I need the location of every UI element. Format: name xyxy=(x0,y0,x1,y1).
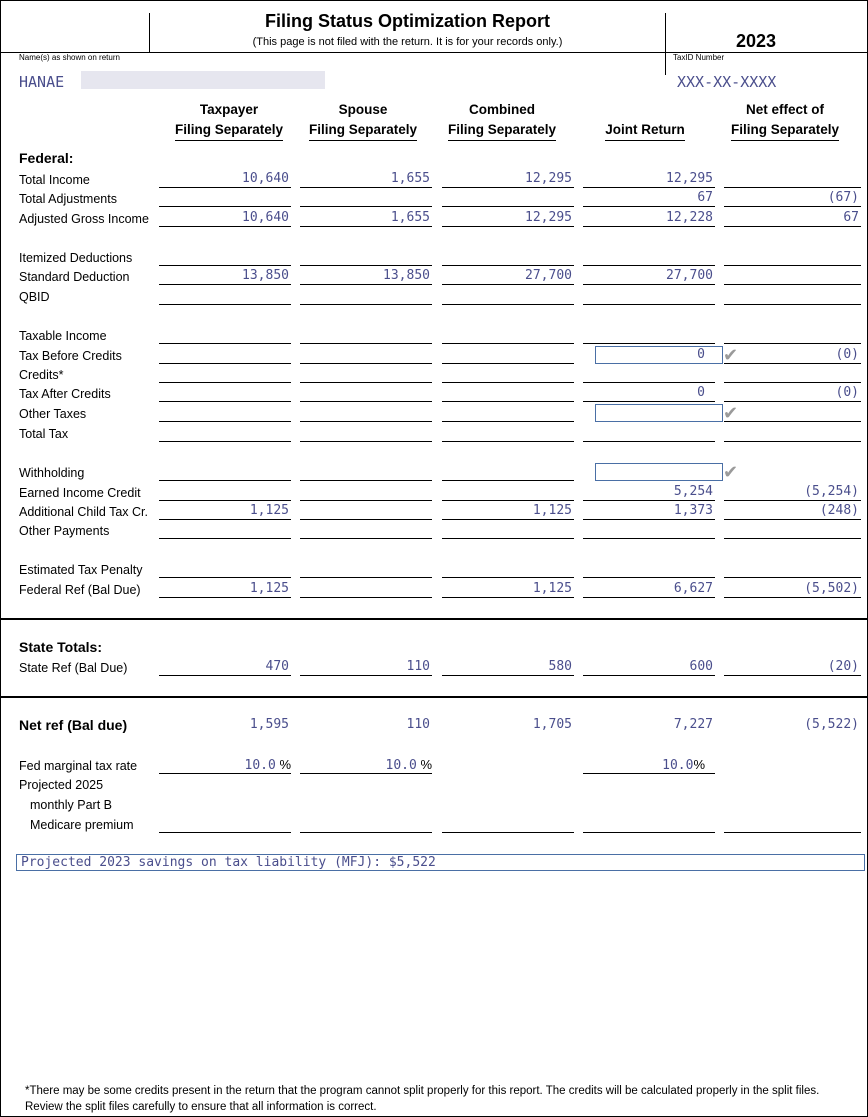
value-cell: (5,522) xyxy=(804,717,859,732)
checkmark-icon: ✔ xyxy=(723,345,739,365)
value-cell xyxy=(159,347,291,364)
value-cell: 1,595 xyxy=(249,717,289,732)
row-label: Estimated Tax Penalty xyxy=(19,563,143,577)
value-cell: (67) xyxy=(724,190,861,207)
value-cell: 10,640 xyxy=(159,171,291,188)
net-refund-label: Net ref (Bal due) xyxy=(19,717,128,733)
tax-year: 2023 xyxy=(735,31,777,51)
value-cell xyxy=(300,425,432,442)
value-cell: 67 xyxy=(583,190,715,207)
value-cell xyxy=(724,249,861,266)
value-cell: 13,850 xyxy=(300,268,432,285)
value-cell: 5,254 xyxy=(583,484,715,501)
value-cell xyxy=(442,464,574,481)
value-cell xyxy=(300,347,432,364)
marginal-rate-joint: 10.0% xyxy=(583,757,715,774)
section-divider xyxy=(1,696,867,698)
value-cell: 1,655 xyxy=(300,210,432,227)
federal-heading: Federal: xyxy=(19,150,74,166)
value-cell xyxy=(724,268,861,285)
value-cell xyxy=(442,190,574,207)
value-cell: (0) xyxy=(724,347,861,364)
row-label: Credits* xyxy=(19,368,64,382)
value-cell xyxy=(583,425,715,442)
report-subtitle: (This page is not filed with the return. It is for your records only.) xyxy=(252,36,563,48)
value-cell xyxy=(159,327,291,344)
row-label: Other Payments xyxy=(19,524,110,538)
value-cell xyxy=(724,288,861,305)
checkmark-icon: ✔ xyxy=(723,403,739,423)
row-label: Earned Income Credit xyxy=(19,486,141,500)
value-cell: (5,502) xyxy=(724,581,861,598)
value-cell: 1,125 xyxy=(159,503,291,520)
value-cell xyxy=(300,405,432,422)
value-cell: 0 xyxy=(583,385,715,402)
value-cell xyxy=(159,385,291,402)
value-cell: 1,373 xyxy=(583,503,715,520)
value-cell xyxy=(159,561,291,578)
value-cell xyxy=(159,190,291,207)
value-cell: 110 xyxy=(300,659,432,676)
value-cell xyxy=(583,816,715,833)
value-cell xyxy=(442,288,574,305)
row-label: Tax Before Credits xyxy=(19,349,122,363)
value-cell: 27,700 xyxy=(442,268,574,285)
value-cell: 1,655 xyxy=(300,171,432,188)
value-cell: 110 xyxy=(406,717,430,732)
value-cell: 10,640 xyxy=(159,210,291,227)
value-cell: (0) xyxy=(724,385,861,402)
value-cell: 12,295 xyxy=(442,171,574,188)
value-cell xyxy=(159,522,291,539)
value-cell: 1,125 xyxy=(442,581,574,598)
projected-savings-field[interactable]: Projected 2023 savings on tax liability (MFJ): $5,522 xyxy=(16,854,865,871)
taxid-value: XXX-XX-XXXX xyxy=(677,73,777,91)
value-cell xyxy=(159,425,291,442)
value-cell xyxy=(300,249,432,266)
value-cell: 67 xyxy=(724,210,861,227)
value-cell xyxy=(583,249,715,266)
value-cell: 7,227 xyxy=(673,717,713,732)
other-taxes-input-box[interactable] xyxy=(595,404,723,422)
value-cell xyxy=(159,484,291,501)
row-label: Total Income xyxy=(19,173,90,187)
value-cell xyxy=(442,425,574,442)
value-cell: 470 xyxy=(159,659,291,676)
value-cell xyxy=(442,347,574,364)
column-header-net-effect: Net effect of Filing Separately xyxy=(715,100,855,141)
value-cell xyxy=(442,522,574,539)
marginal-rate-spouse: 10.0 % xyxy=(300,757,432,774)
value-cell: (5,254) xyxy=(724,484,861,501)
value-cell: 600 xyxy=(583,659,715,676)
row-label: Total Tax xyxy=(19,427,69,441)
value-cell xyxy=(300,464,432,481)
row-label: State Ref (Bal Due) xyxy=(19,661,128,675)
value-cell: 27,700 xyxy=(583,268,715,285)
value-cell xyxy=(442,405,574,422)
row-label: Additional Child Tax Cr. xyxy=(19,505,149,519)
report-title: Filing Status Optimization Report xyxy=(265,11,550,31)
row-label: Itemized Deductions xyxy=(19,251,133,265)
value-cell xyxy=(583,288,715,305)
value-cell xyxy=(300,503,432,520)
value-cell xyxy=(159,288,291,305)
column-header-combined: Combined Filing Separately xyxy=(432,100,572,141)
redaction-block xyxy=(81,71,325,89)
medicare-label-line2: monthly Part B xyxy=(30,798,112,812)
value-cell xyxy=(442,385,574,402)
value-cell: (20) xyxy=(724,659,861,676)
value-cell xyxy=(724,327,861,344)
state-heading: State Totals: xyxy=(19,639,102,655)
value-cell xyxy=(159,366,291,383)
value-cell xyxy=(724,425,861,442)
row-label: Withholding xyxy=(19,466,85,480)
value-cell xyxy=(300,190,432,207)
section-divider xyxy=(1,618,867,620)
row-label: Fed marginal tax rate xyxy=(19,759,138,773)
value-cell xyxy=(159,249,291,266)
value-cell: 13,850 xyxy=(159,268,291,285)
medicare-label-line3: Medicare premium xyxy=(30,818,134,832)
value-cell xyxy=(583,327,715,344)
header-divider xyxy=(665,13,666,75)
row-label: Total Adjustments xyxy=(19,192,117,206)
value-cell xyxy=(300,816,432,833)
value-cell xyxy=(300,581,432,598)
marginal-rate-taxpayer: 10.0 % xyxy=(159,757,291,774)
value-cell: 1,125 xyxy=(442,503,574,520)
value-cell xyxy=(724,522,861,539)
value-cell xyxy=(583,561,715,578)
withholding-input-box[interactable] xyxy=(595,463,723,481)
checkmark-icon: ✔ xyxy=(723,462,739,482)
value-cell xyxy=(724,171,861,188)
value-cell: 12,295 xyxy=(442,210,574,227)
value-cell: 12,295 xyxy=(583,171,715,188)
value-cell xyxy=(300,288,432,305)
value-cell xyxy=(442,249,574,266)
taxpayer-name: HANAE xyxy=(19,73,65,91)
value-cell xyxy=(300,327,432,344)
value-cell xyxy=(583,522,715,539)
value-cell xyxy=(300,522,432,539)
row-label: Other Taxes xyxy=(19,407,87,421)
value-cell xyxy=(159,464,291,481)
value-cell: 1,125 xyxy=(159,581,291,598)
row-label: Adjusted Gross Income xyxy=(19,212,149,226)
value-cell xyxy=(159,405,291,422)
row-label: QBID xyxy=(19,290,50,304)
column-header-spouse: Spouse Filing Separately xyxy=(293,100,433,141)
row-label: Tax After Credits xyxy=(19,387,111,401)
value-cell: 6,627 xyxy=(583,581,715,598)
row-label: Taxable Income xyxy=(19,329,107,343)
value-cell xyxy=(159,816,291,833)
value-cell xyxy=(442,366,574,383)
row-label: Federal Ref (Bal Due) xyxy=(19,583,141,597)
value-cell xyxy=(300,366,432,383)
value-cell xyxy=(300,385,432,402)
value-cell xyxy=(724,561,861,578)
value-cell: 12,228 xyxy=(583,210,715,227)
value-cell xyxy=(442,484,574,501)
row-label: Standard Deduction xyxy=(19,270,130,284)
value-cell xyxy=(724,816,861,833)
taxid-label: TaxID Number xyxy=(673,53,725,62)
value-cell xyxy=(583,366,715,383)
value-cell xyxy=(724,405,861,422)
medicare-label-line1: Projected 2025 xyxy=(19,778,104,792)
value-cell xyxy=(300,561,432,578)
value-cell: 1,705 xyxy=(532,717,572,732)
value-cell: (248) xyxy=(724,503,861,520)
value-cell xyxy=(300,484,432,501)
value-cell xyxy=(442,561,574,578)
value-cell xyxy=(724,366,861,383)
column-header-joint: Joint Return xyxy=(575,100,715,141)
value-cell xyxy=(442,816,574,833)
header-rule xyxy=(1,52,867,53)
footnote: *There may be some credits present in the return that the program cannot split properly for this report. The credits will be calculated properly in the split files. Review the split files carefully to ensure that all information is correct. xyxy=(25,1085,820,1113)
column-header-taxpayer: Taxpayer Filing Separately xyxy=(159,100,299,141)
value-cell: 580 xyxy=(442,659,574,676)
name-label: Name(s) as shown on return xyxy=(19,53,120,62)
value-cell xyxy=(442,327,574,344)
value-cell: 0 xyxy=(697,347,705,362)
